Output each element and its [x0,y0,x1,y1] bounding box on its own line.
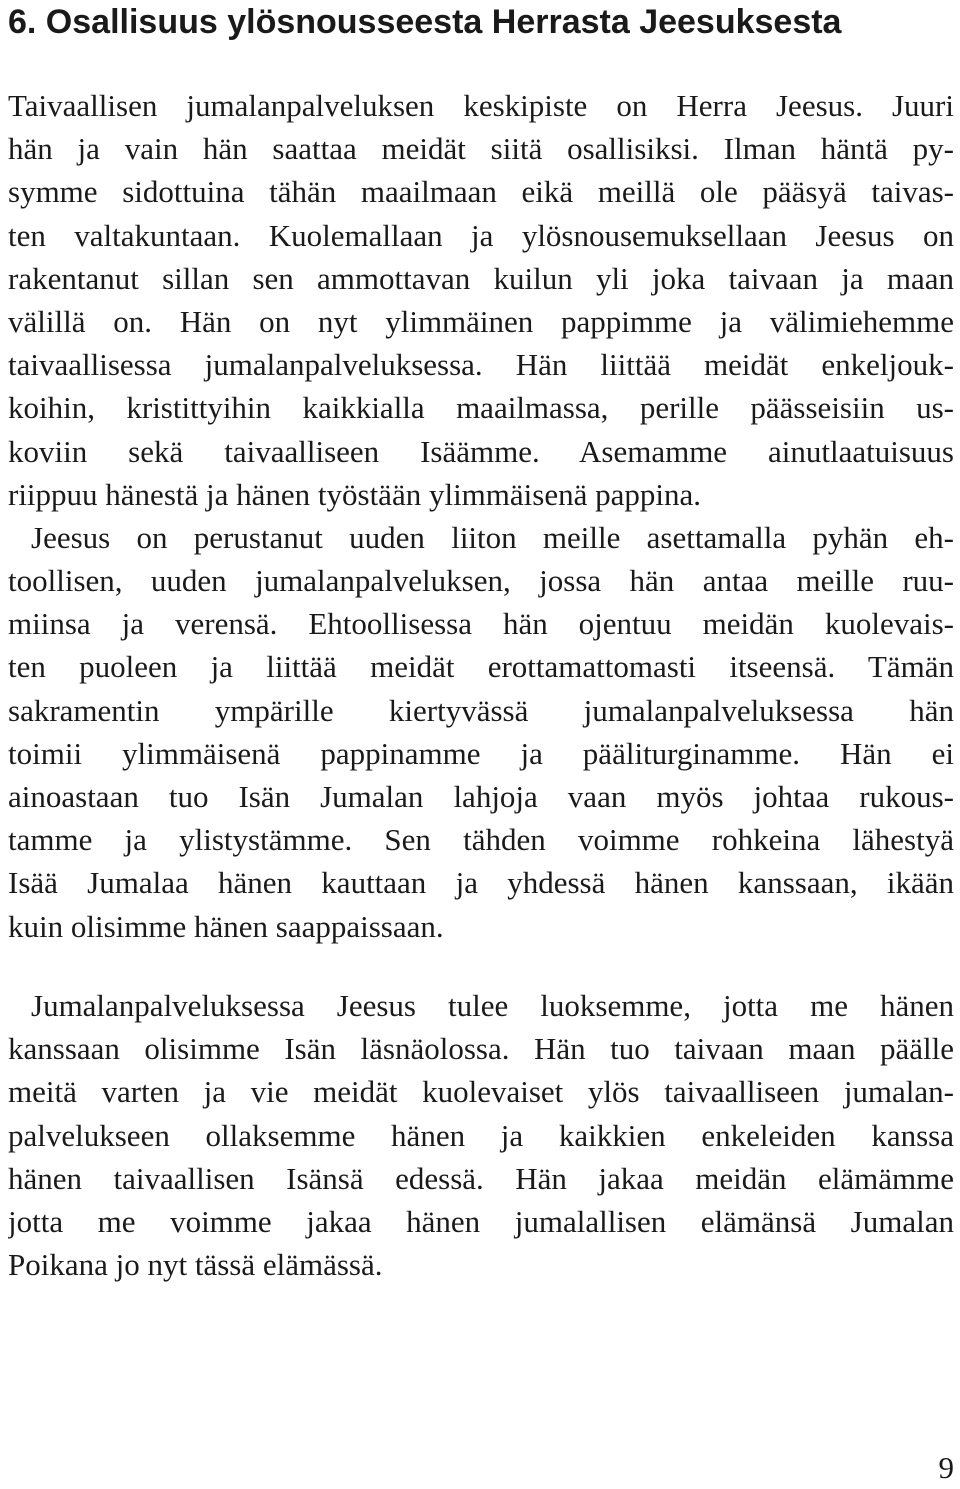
page-number: 9 [938,1450,954,1485]
text-line: ten valtakuntaan. Kuolemallaan ja ylösnousemuksellaan Jeesus on [8,217,954,253]
text-line: jotta me voimme jakaa hänen jumalallisen elämänsä Jumalan [8,1203,954,1239]
text-line: toollisen, uuden jumalanpalveluksen, jossa hän antaa meille ruu- [8,563,954,599]
section-heading: 6. Osallisuus ylösnousseesta Herrasta Jeesuksesta [8,3,842,41]
text-line: hänen taivaallisen Isänsä edessä. Hän jakaa meidän elämämme [8,1160,954,1196]
text-line: kuin olisimme hänen saappaissaan. [8,908,444,944]
text-line: ainoastaan tuo Isän Jumalan lahjoja vaan myös johtaa rukous- [8,779,954,814]
text-line: symme sidottuina tähän maailmaan eikä meillä ole pääsyä taivas- [8,174,954,210]
text-line: Jumalanpalveluksessa Jeesus tulee luoksemme, jotta me hänen [31,988,954,1023]
text-line: riippuu hänestä ja hänen työstään ylimmäisenä pappina. [8,476,701,512]
text-line: Poikana jo nyt tässä elämässä. [8,1247,383,1283]
text-line: taivaallisessa jumalanpalveluksessa. Hän liittää meidät enkeljouk- [8,347,954,383]
paragraph-1 [8,84,954,948]
text-line: tamme ja ylistystämme. Sen tähden voimme rohkeina lähestyä [8,822,954,858]
text-line: hän ja vain hän saattaa meidät siitä osallisiksi. Ilman häntä py- [8,131,954,167]
text-line: välillä on. Hän on nyt ylimmäinen pappimme ja välimiehemme [8,303,954,339]
text-line: ten puoleen ja liittää meidät erottamattomasti itseensä. Tämän [8,649,954,685]
text-line: meitä varten ja vie meidät kuolevaiset ylös taivaalliseen jumalan- [8,1074,954,1110]
text-line: Jeesus on perustanut uuden liiton meille asettamalla pyhän eh- [31,519,954,555]
text-line: rakentanut sillan sen ammottavan kuilun yli joka taivaan ja maan [8,260,954,296]
paragraph-2 [8,984,954,1286]
text-line: Taivaallisen jumalanpalveluksen keskipiste on Herra Jeesus. Juuri [8,88,954,123]
text-line: palvelukseen ollaksemme hänen ja kaikkien enkeleiden kanssa [8,1117,954,1153]
text-line: miinsa ja verensä. Ehtoollisessa hän ojentuu meidän kuolevais- [8,606,954,642]
text-line: sakramentin ympärille kiertyvässä jumalanpalveluksessa hän [8,692,954,728]
text-line: koihin, kristittyihin kaikkialla maailmassa, perille päässeisiin us- [8,390,954,426]
text-line: koviin sekä taivaalliseen Isäämme. Asemamme ainutlaatuisuus [8,433,954,469]
text-line: Isää Jumalaa hänen kauttaan ja yhdessä hänen kanssaan, ikään [8,865,954,901]
text-line: toimii ylimmäisenä pappinamme ja pääliturginamme. Hän ei [8,735,954,771]
text-line: kanssaan olisimme Isän läsnäolossa. Hän tuo taivaan maan päälle [8,1031,954,1067]
